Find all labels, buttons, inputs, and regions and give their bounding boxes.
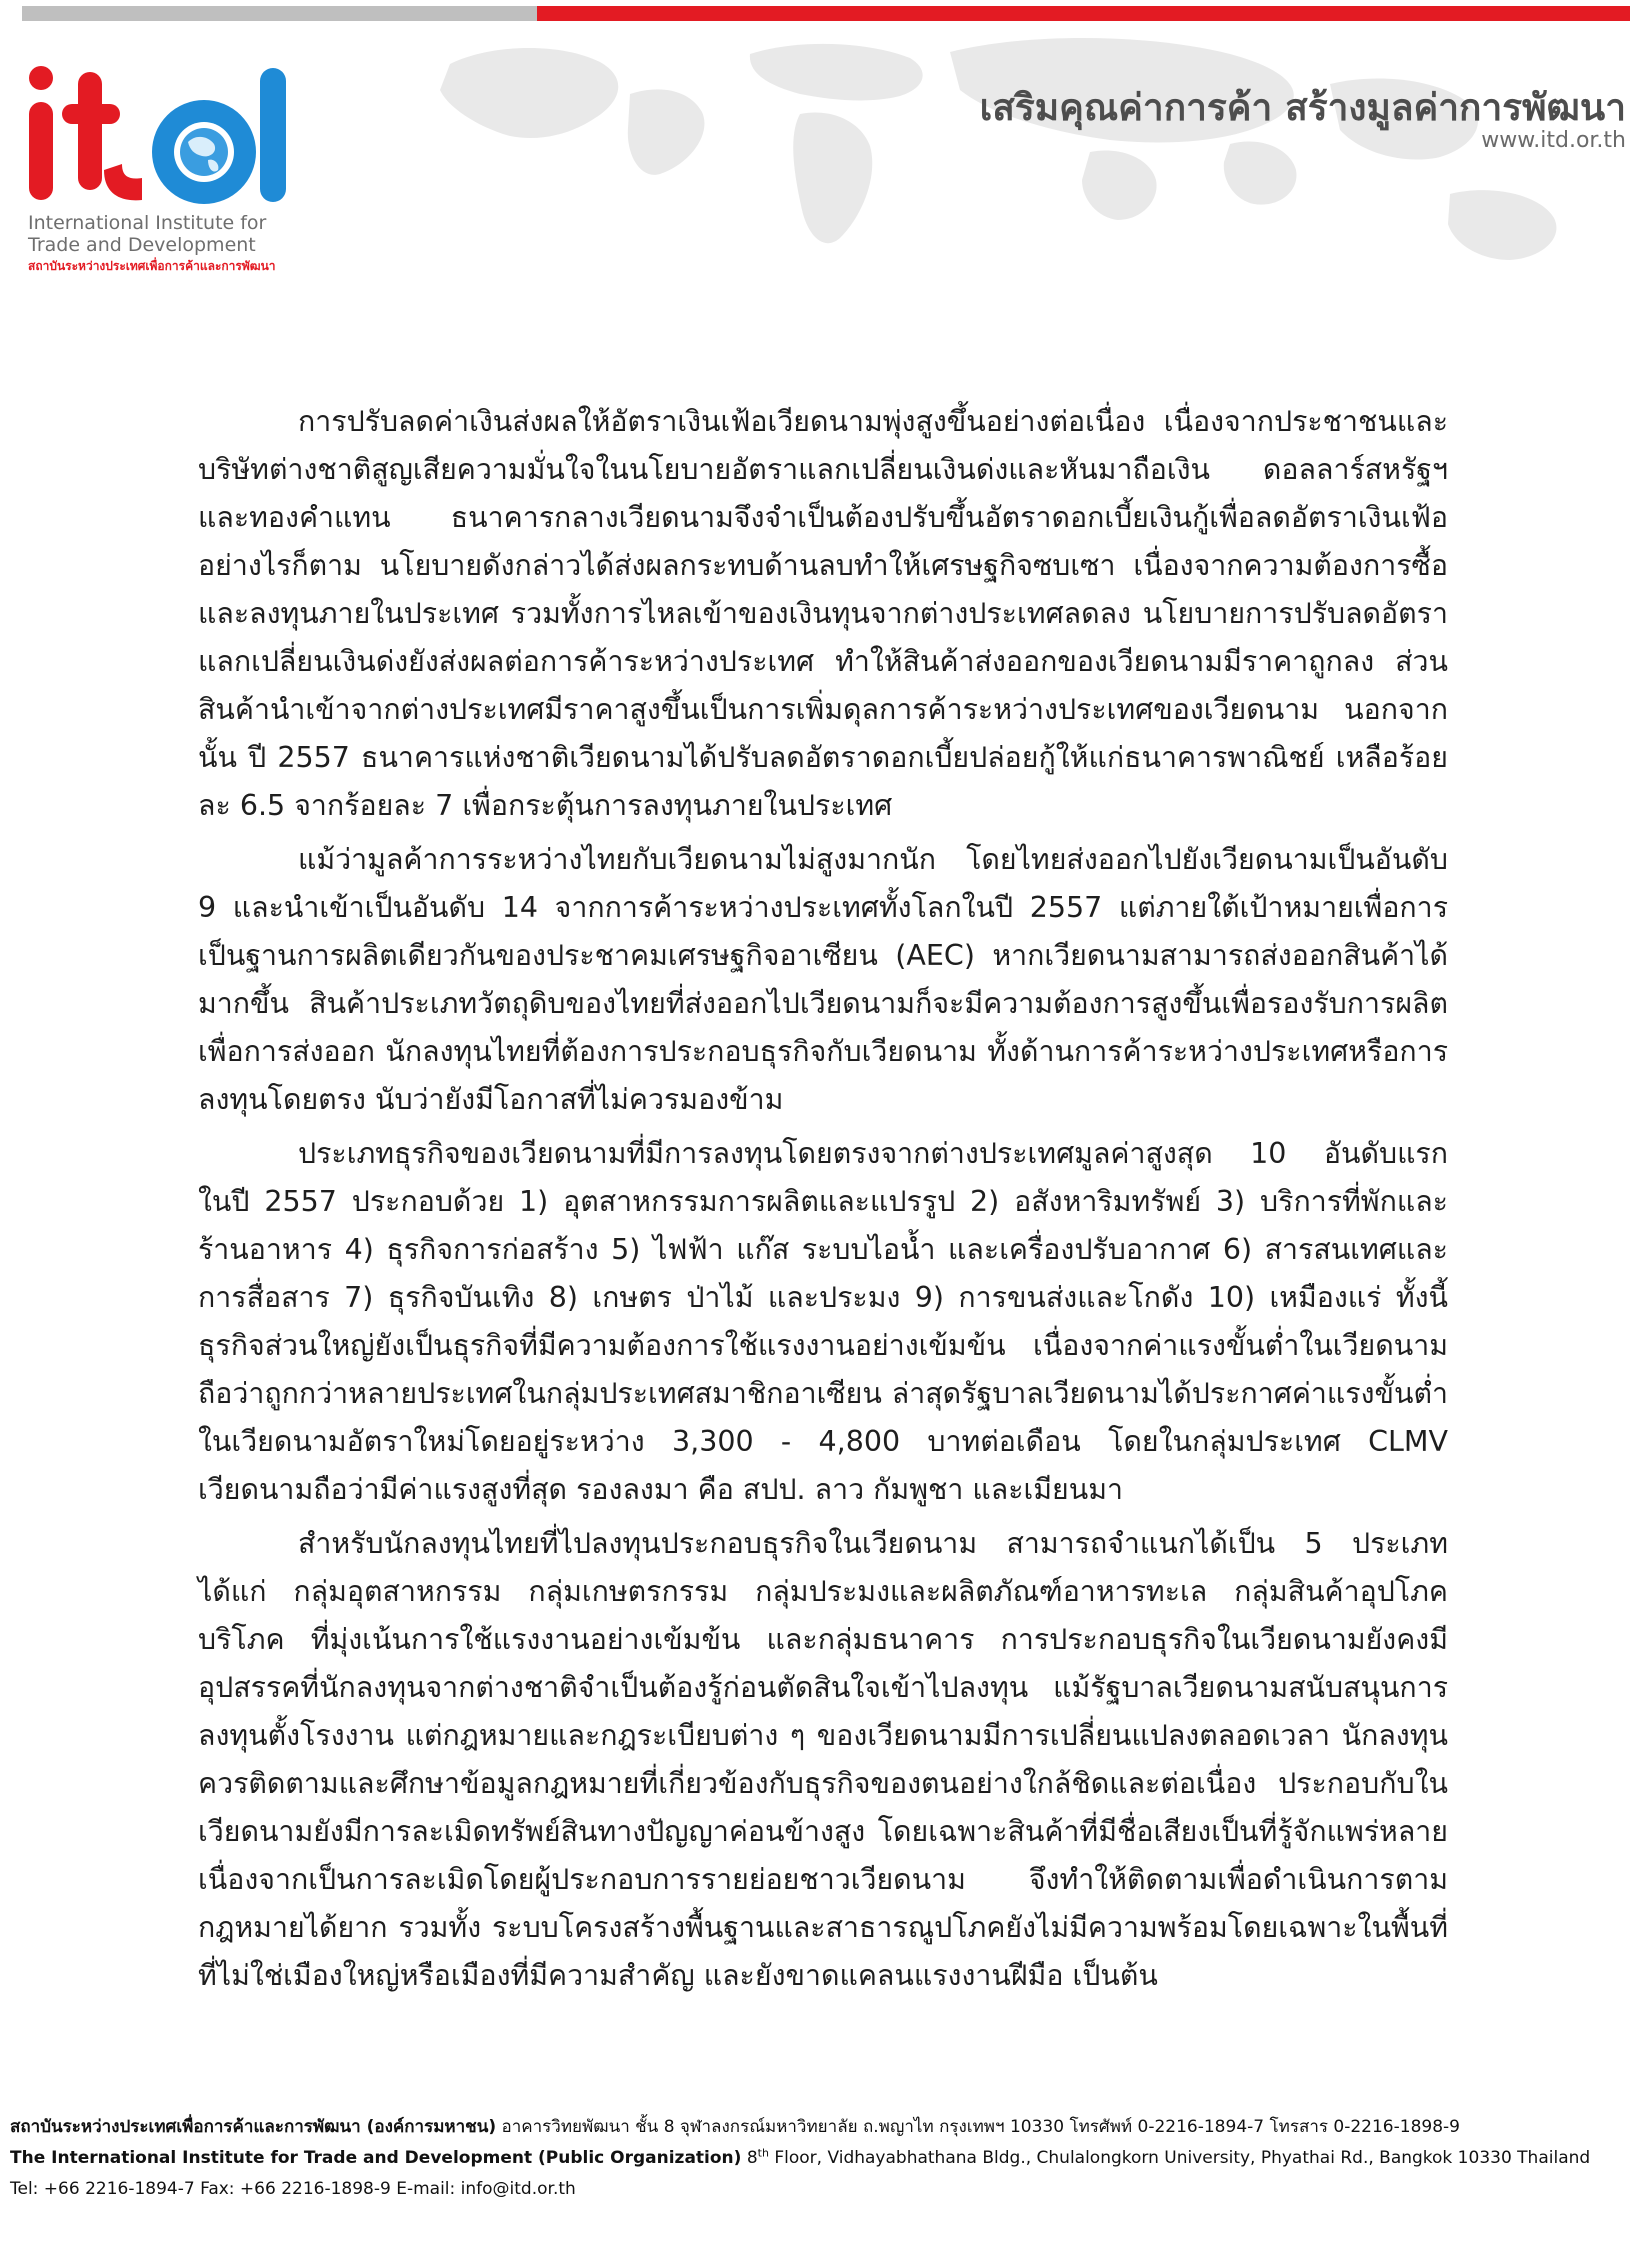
world-map-watermark	[330, 24, 1650, 294]
logo-org-name-en	[28, 212, 266, 256]
footer-floor-sup: th	[757, 2146, 769, 2160]
footer-address-en: Floor, Vidhayabhathana Bldg., Chulalongkorn University, Phyathai Rd., Bangkok 10330 Thailand	[768, 2148, 1591, 2168]
footer-floor: 8	[741, 2148, 758, 2168]
paragraph: สำหรับนักลงทุนไทยที่ไปลงทุนประกอบธุรกิจในเวียดนาม สามารถจำแนกได้เป็น 5 ประเภท ได้แก่ กลุ่มอุตสาหกรรม กลุ่มเกษตรกรรม กลุ่มประมงและผลิตภัณฑ์อาหารทะเล กลุ่มสินค้าอุปโภคบริโภค ที่มุ่งเน้นการใช้แรงงานอย่างเข้มข้น และกลุ่มธนาคาร การประกอบธุรกิจในเวียดนามยังคงมีอุปสรรคที่นักลงทุนจากต่างชาติจำเป็นต้องรู้ก่อนตัดสินใจเข้าไปลงทุน แม้รัฐบาลเวียดนามสนับสนุนการลงทุนตั้งโรงงาน แต่กฎหมายและกฎระเบียบต่าง ๆ ของเวียดนามมีการเปลี่ยนแปลงตลอดเวลา นักลงทุนควรติดตามและศึกษาข้อมูลกฎหมายที่เกี่ยวข้องกับธุรกิจของตนอย่างใกล้ชิดและต่อเนื่อง ประกอบกับในเวียดนามยังมีการละเมิดทรัพย์สินทางปัญญาค่อนข้างสูง โดยเฉพาะสินค้าที่มีชื่อเสียงเป็นที่รู้จักแพร่หลาย เนื่องจากเป็นการละเมิดโดยผู้ประกอบการรายย่อยชาวเวียดนาม จึงทำให้ติดตามเพื่อดำเนินการตามกฎหมายได้ยาก รวมทั้ง ระบบโครงสร้างพื้นฐานและสาธารณูปโภคยังไม่มีความพร้อมโดยเฉพาะในพื้นที่ที่ไม่ใช่เมืองใหญ่หรือเมืองที่มีความสำคัญ และยังขาดแคลนแรงงานฝีมือ เป็นต้น	[198, 1527, 1448, 1992]
header-slogan: เสริมคุณค่าการค้า สร้างมูลค่าการพัฒนา	[979, 86, 1626, 129]
itd-logo	[22, 60, 292, 276]
paragraph: ประเภทธุรกิจของเวียดนามที่มีการลงทุนโดยตรงจากต่างประเทศมูลค่าสูงสุด 10 อันดับแรก ในปี 2557 ประกอบด้วย 1) อุตสาหกรรมการผลิตและแปรรูป 2) อสังหาริมทรัพย์ 3) บริการที่พักและร้านอาหาร 4) ธุรกิจการก่อสร้าง 5) ไฟฟ้า แก๊ส ระบบไอน้ำ และเครื่องปรับอากาศ 6) สารสนเทศและการสื่อสาร 7) ธุรกิจบันเทิง 8) เกษตร ป่าไม้ และประมง 9) การขนส่งและโกดัง 10) เหมืองแร่ ทั้งนี้ ธุรกิจส่วนใหญ่ยังเป็นธุรกิจที่มีความต้องการใช้แรงงานอย่างเข้มข้น เนื่องจากค่าแรงขั้นต่ำในเวียดนามถือว่าถูกกว่าหลายประเทศในกลุ่มประเทศสมาชิกอาเซียน ล่าสุดรัฐบาลเวียดนามได้ประกาศค่าแรงขั้นต่ำในเวียดนามอัตราใหม่โดยอยู่ระหว่าง 3,300 - 4,800 บาทต่อเดือน โดยในกลุ่มประเทศ CLMV เวียดนามถือว่ามีค่าแรงสูงที่สุด รองลงมา คือ สปป. ลาว กัมพูชา และเมียนมา	[198, 1137, 1448, 1506]
footer-contact: Tel: +66 2216-1894-7 Fax: +66 2216-1898-9 E-mail: info@itd.or.th	[10, 2179, 576, 2199]
footer-address-th: อาคารวิทยพัฒนา ชั้น 8 จุฬาลงกรณ์มหาวิทยาลัย ถ.พญาไท กรุงเทพฯ 10330 โทรศัพท์ 0-2216-1894-7 โทรสาร 0-2216-1898-9	[496, 2117, 1460, 2137]
footer-line-en	[10, 2143, 1640, 2174]
footer-address	[10, 2112, 1640, 2205]
footer-org-en: The International Institute for Trade and Development (Public Organization)	[10, 2148, 742, 2168]
top-red-bar	[537, 6, 1630, 21]
itd-logo-mark	[22, 60, 292, 210]
logo-name-line2: Trade and Development	[28, 234, 256, 256]
paragraph: แม้ว่ามูลค้าการระหว่างไทยกับเวียดนามไม่สูงมากนัก โดยไทยส่งออกไปยังเวียดนามเป็นอันดับ 9 และนำเข้าเป็นอันดับ 14 จากการค้าระหว่างประเทศทั้งโลกในปี 2557 แต่ภายใต้เป้าหมายเพื่อการเป็นฐานการผลิตเดียวกันของประชาคมเศรษฐกิจอาเซียน (AEC) หากเวียดนามสามารถส่งออกสินค้าได้มากขึ้น สินค้าประเภทวัตถุดิบของไทยที่ส่งออกไปเวียดนามก็จะมีความต้องการสูงขึ้นเพื่อรองรับการผลิตเพื่อการส่งออก นักลงทุนไทยที่ต้องการประกอบธุรกิจกับเวียดนาม ทั้งด้านการค้าระหว่างประเทศหรือการลงทุนโดยตรง นับว่ายังมีโอกาสที่ไม่ควรมองข้าม	[198, 843, 1448, 1116]
footer-org-th: สถาบันระหว่างประเทศเพื่อการค้าและการพัฒนา (องค์การมหาชน)	[10, 2117, 497, 2137]
footer-line-th	[10, 2112, 1640, 2143]
logo-name-line1: International Institute for	[28, 212, 267, 234]
paragraph: การปรับลดค่าเงินส่งผลให้อัตราเงินเฟ้อเวียดนามพุ่งสูงขึ้นอย่างต่อเนื่อง เนื่องจากประชาชนและบริษัทต่างชาติสูญเสียความมั่นใจในนโยบายอัตราแลกเปลี่ยนเงินด่งและหันมาถือเงิน ดอลลาร์สหรัฐฯ และทองคำแทน ธนาคารกลางเวียดนามจึงจำเป็นต้องปรับขึ้นอัตราดอกเบี้ยเงินกู้เพื่อลดอัตราเงินเฟ้อ อย่างไรก็ตาม นโยบายดังกล่าวได้ส่งผลกระทบด้านลบทำให้เศรษฐกิจซบเซา เนื่องจากความต้องการซื้อและลงทุนภายในประเทศ รวมทั้งการไหลเข้าของเงินทุนจากต่างประเทศลดลง นโยบายการปรับลดอัตราแลกเปลี่ยนเงินด่งยังส่งผลต่อการค้าระหว่างประเทศ ทำให้สินค้าส่งออกของเวียดนามมีราคาถูกลง ส่วนสินค้านำเข้าจากต่างประเทศมีราคาสูงขึ้นเป็นการเพิ่มดุลการค้าระหว่างประเทศของเวียดนาม นอกจากนั้น ปี 2557 ธนาคารแห่งชาติเวียดนามได้ปรับลดอัตราดอกเบี้ยปล่อยกู้ให้แก่ธนาคารพาณิชย์ เหลือร้อยละ 6.5 จากร้อยละ 7 เพื่อกระตุ้นการลงทุนภายในประเทศ	[198, 405, 1448, 822]
top-gray-bar	[22, 6, 537, 21]
header-website: www.itd.or.th	[1481, 128, 1626, 153]
document-body	[198, 398, 1448, 2006]
logo-org-name-th: สถาบันระหว่างประเทศเพื่อการค้าและการพัฒนา	[28, 259, 276, 273]
